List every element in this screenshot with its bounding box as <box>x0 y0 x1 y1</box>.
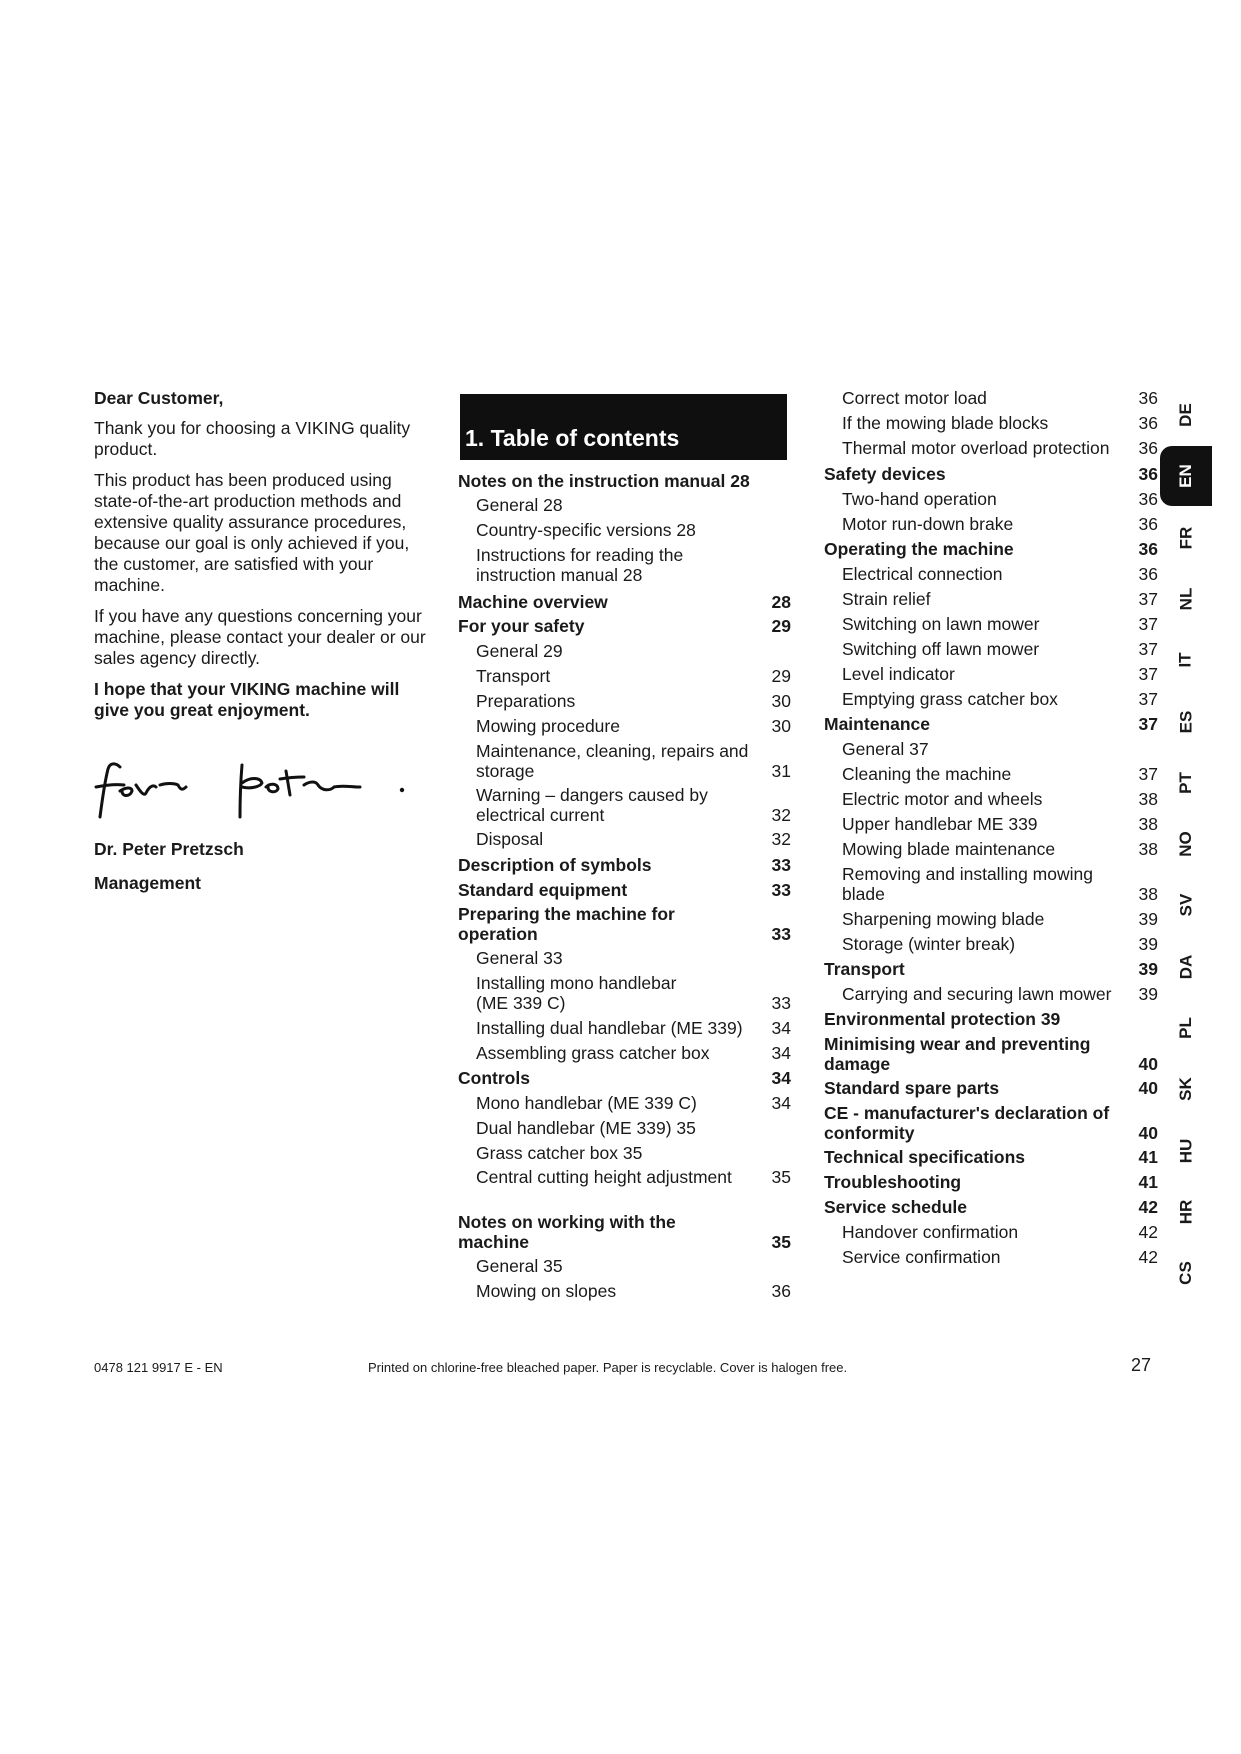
toc-entry-page: 30 <box>771 691 791 711</box>
toc-entry-page: 40 <box>1138 1123 1158 1143</box>
toc-entry-title: Installing mono handlebar (ME 339 C) <box>476 973 677 1013</box>
toc-entry-title: Notes on working with the machine <box>458 1212 676 1252</box>
signatory-name: Dr. Peter Pretzsch <box>94 839 244 859</box>
toc-entry-page: 40 <box>1138 1078 1158 1098</box>
toc-entry-title: Controls <box>458 1068 530 1088</box>
toc-entry <box>458 716 791 736</box>
toc-entry <box>458 1068 791 1088</box>
toc-entry <box>458 1212 791 1252</box>
toc-entry-title: Transport <box>476 666 551 686</box>
toc-entry <box>824 464 1158 484</box>
toc-entry-page: 29 <box>771 666 791 686</box>
language-tab-fr <box>1160 508 1212 568</box>
toc-entry-page: 40 <box>1138 1054 1158 1074</box>
toc-entry-title: Dual handlebar (ME 339) 35 <box>476 1118 696 1138</box>
toc-entry <box>458 545 791 585</box>
toc-entry-page: 34 <box>771 1093 791 1113</box>
toc-entry-title: Assembling grass catcher box <box>476 1043 710 1063</box>
toc-entry <box>458 495 791 515</box>
toc-entry <box>824 714 1158 734</box>
toc-entry-title: Level indicator <box>842 664 955 684</box>
toc-entry-title: Motor run-down brake <box>842 514 1014 534</box>
toc-entry-title: Carrying and securing lawn mower <box>842 984 1112 1004</box>
toc-entry-title: Removing and installing mowing blade <box>842 864 1093 904</box>
toc-entry-title: Operating the machine <box>824 539 1014 559</box>
toc-entry <box>824 1172 1158 1192</box>
toc-entry-page: 37 <box>1138 714 1158 734</box>
language-tab-label: NL <box>1175 587 1195 611</box>
toc-entry-page: 39 <box>1138 959 1158 979</box>
toc-entry <box>458 1143 791 1163</box>
paper-note: Printed on chlorine-free bleached paper. Paper is recyclable. Cover is halogen free. <box>368 1360 848 1375</box>
toc-entry-page: 36 <box>1138 489 1158 509</box>
language-tab-sv <box>1160 875 1212 935</box>
language-tab-hr <box>1160 1182 1212 1242</box>
toc-entry-page: 34 <box>771 1068 791 1088</box>
toc-entry-page: 36 <box>1138 539 1158 559</box>
toc-entry-title: Electrical connection <box>842 564 1003 584</box>
toc-entry-page: 38 <box>1138 789 1158 809</box>
toc-entry <box>824 388 1158 408</box>
toc-entry-title: Maintenance, cleaning, repairs and storage <box>476 741 749 781</box>
toc-entry-page: 39 <box>1138 984 1158 1004</box>
toc-entry-page: 35 <box>771 1167 791 1187</box>
toc-entry <box>824 984 1158 1004</box>
language-tab-label: CS <box>1176 1261 1195 1285</box>
toc-entry <box>824 413 1158 433</box>
toc-entry-title: Instructions for reading the instruction manual 28 <box>476 545 684 585</box>
toc-entry-title: Emptying grass catcher box <box>842 689 1058 709</box>
language-tab-label: EN <box>1176 464 1195 489</box>
toc-entry-page: 36 <box>1138 464 1158 484</box>
toc-entry-page: 33 <box>771 924 791 944</box>
toc-entry-title: If the mowing blade blocks <box>842 413 1049 433</box>
toc-entry-page: 38 <box>1138 814 1158 834</box>
toc-entry <box>824 564 1158 584</box>
toc-entry-title: Mono handlebar (ME 339 C) <box>476 1093 697 1113</box>
toc-entry-page: 42 <box>1138 1247 1158 1267</box>
toc-entry <box>458 1093 791 1113</box>
toc-entry-page: 34 <box>771 1018 791 1038</box>
toc-entry-title: General 37 <box>842 739 929 759</box>
toc-entry-page: 37 <box>1138 589 1158 609</box>
language-tab-en <box>1160 446 1212 506</box>
language-tab-label: SV <box>1176 894 1195 917</box>
toc-entry-title: General 28 <box>476 495 563 515</box>
toc-entry-page: 32 <box>771 805 791 825</box>
toc-entry-title: General 33 <box>476 948 563 968</box>
letter-paragraph-1: Thank you for choosing a VIKING quality product. <box>94 418 411 459</box>
toc-entry <box>824 739 1158 759</box>
toc-entry-title: Central cutting height adjustment <box>476 1167 732 1187</box>
toc-heading: 1. Table of contents <box>460 394 787 460</box>
toc-entry-title: Description of symbols <box>458 855 652 875</box>
toc-entry <box>458 904 791 944</box>
document-number: 0478 121 9917 E - EN <box>94 1360 223 1375</box>
toc-entry-title: Machine overview <box>458 592 608 612</box>
toc-entry <box>824 1197 1158 1217</box>
language-tab-de <box>1160 385 1212 445</box>
language-tab-pt <box>1160 753 1212 813</box>
language-tab-pl <box>1160 998 1212 1058</box>
toc-entry <box>824 689 1158 709</box>
toc-entry-page: 39 <box>1138 934 1158 954</box>
language-tab-label: DA <box>1176 954 1195 979</box>
toc-entry-title: Strain relief <box>842 589 931 609</box>
toc-entry-title: Mowing procedure <box>476 716 620 736</box>
toc-entry <box>458 666 791 686</box>
toc-entry <box>458 855 791 875</box>
toc-entry-title: Switching off lawn mower <box>842 639 1040 659</box>
toc-entry-title: Technical specifications <box>824 1147 1025 1167</box>
toc-entry <box>824 814 1158 834</box>
toc-entry-title: Maintenance <box>824 714 930 734</box>
toc-entry-page: 36 <box>1138 413 1158 433</box>
toc-entry-page: 37 <box>1138 664 1158 684</box>
language-tab-it <box>1160 630 1212 690</box>
toc-entry <box>824 489 1158 509</box>
toc-entry-page: 37 <box>1138 689 1158 709</box>
toc-entry-page: 28 <box>771 592 791 612</box>
toc-entry-title: Thermal motor overload protection <box>842 438 1110 458</box>
toc-entry-title: General 35 <box>476 1256 563 1276</box>
toc-entry <box>458 471 791 491</box>
toc-entry-page: 42 <box>1138 1222 1158 1242</box>
toc-entry <box>824 1009 1158 1029</box>
toc-entry-title: Switching on lawn mower <box>842 614 1040 634</box>
toc-entry <box>458 1018 791 1038</box>
toc-entry-title: Safety devices <box>824 464 946 484</box>
toc-entry <box>458 973 791 1013</box>
language-tab-no <box>1160 814 1212 874</box>
toc-entry <box>824 1147 1158 1167</box>
toc-entry <box>824 664 1158 684</box>
customer-letter <box>94 388 429 904</box>
toc-entry <box>458 829 791 849</box>
toc-entry-title: Notes on the instruction manual 28 <box>458 471 750 491</box>
toc-entry-page: 30 <box>771 716 791 736</box>
toc-entry <box>824 789 1158 809</box>
toc-entry-page: 36 <box>771 1281 791 1301</box>
toc-entry-page: 42 <box>1138 1197 1158 1217</box>
toc-entry <box>824 539 1158 559</box>
toc-entry <box>824 514 1158 534</box>
toc-entry-title: Cleaning the machine <box>842 764 1012 784</box>
language-tab-nl <box>1160 569 1212 629</box>
toc-entry <box>824 839 1158 859</box>
toc-entry-page: 31 <box>771 761 791 781</box>
toc-entry <box>824 1103 1158 1143</box>
language-tab-es <box>1160 692 1212 752</box>
toc-entry-title: Disposal <box>476 829 544 849</box>
toc-entry-page: 37 <box>1138 764 1158 784</box>
toc-entry <box>824 438 1158 458</box>
language-tab-label: DE <box>1176 403 1195 427</box>
toc-entry-title: Grass catcher box 35 <box>476 1143 643 1163</box>
toc-entry-page: 35 <box>771 1232 791 1252</box>
toc-entry <box>824 934 1158 954</box>
toc-entry-page: 41 <box>1138 1147 1158 1167</box>
toc-entry <box>458 948 791 968</box>
toc-entry-title: Troubleshooting <box>824 1172 962 1192</box>
toc-entry-title: Electric motor and wheels <box>842 789 1043 809</box>
toc-entry-title: Handover confirmation <box>842 1222 1019 1242</box>
language-tab-label: PL <box>1175 1017 1195 1039</box>
toc-entry-title: Standard equipment <box>458 880 628 900</box>
toc-entry-title: Two-hand operation <box>842 489 997 509</box>
language-tab-label: FR <box>1175 526 1195 549</box>
toc-entry-title: Environmental protection 39 <box>824 1009 1061 1029</box>
toc-entry-page: 33 <box>771 855 791 875</box>
language-tab-label: NO <box>1176 831 1195 857</box>
language-tab-label: PT <box>1175 771 1195 794</box>
language-tab-label: SK <box>1176 1077 1195 1102</box>
toc-entry-title: Service schedule <box>824 1197 967 1217</box>
toc-entry-title: Mowing blade maintenance <box>842 839 1056 859</box>
toc-entry-title: For your safety <box>458 616 585 636</box>
toc-entry-page: 39 <box>1138 909 1158 929</box>
toc-entry <box>458 592 791 612</box>
toc-entry <box>458 880 791 900</box>
toc-entry-page: 33 <box>771 880 791 900</box>
toc-entry <box>458 616 791 636</box>
toc-entry-page: 34 <box>771 1043 791 1063</box>
toc-entry-page: 38 <box>1138 839 1158 859</box>
toc-entry <box>458 1256 791 1276</box>
letter-paragraph-2: This product has been produced using state-of-the-art production methods and extensive quality assurance procedures, because our goal is only achieved if you, the customer, are satisfied with your machine. <box>94 470 410 595</box>
language-tab-label: IT <box>1175 652 1195 668</box>
toc-entry-page: 41 <box>1138 1172 1158 1192</box>
toc-entry-title: Mowing on slopes <box>476 1281 617 1301</box>
toc-entry-page: 36 <box>1138 388 1158 408</box>
toc-entry-title: General 29 <box>476 641 563 661</box>
language-tab-hu <box>1160 1121 1212 1181</box>
language-tab-label: ES <box>1176 710 1195 733</box>
toc-entry-page: 33 <box>771 993 791 1013</box>
toc-entry <box>824 614 1158 634</box>
toc-entry-title: Transport <box>824 959 905 979</box>
toc-entry-page: 38 <box>1138 884 1158 904</box>
toc-entry <box>824 909 1158 929</box>
toc-entry-title: Upper handlebar ME 339 <box>842 814 1038 834</box>
language-tab-sk <box>1160 1059 1212 1119</box>
toc-entry-page: 37 <box>1138 614 1158 634</box>
toc-entry-page: 36 <box>1138 514 1158 534</box>
toc-entry <box>458 520 791 540</box>
toc-entry-title: Country-specific versions 28 <box>476 520 696 540</box>
language-tab-label: HR <box>1176 1199 1195 1225</box>
toc-entry <box>824 1247 1158 1267</box>
letter-closing: I hope that your VIKING machine will give you great enjoyment. <box>94 679 400 720</box>
toc-entry-title: Installing dual handlebar (ME 339) <box>476 1018 743 1038</box>
toc-entry-title: Sharpening mowing blade <box>842 909 1045 929</box>
toc-entry-page: 36 <box>1138 564 1158 584</box>
language-tab-da <box>1160 937 1212 997</box>
toc-entry <box>458 691 791 711</box>
toc-entry-page: 37 <box>1138 639 1158 659</box>
toc-entry-title: Minimising wear and preventing damage <box>824 1034 1091 1074</box>
toc-entry <box>824 1034 1158 1074</box>
signatory-role: Management <box>94 873 201 893</box>
toc-entry <box>824 864 1158 904</box>
toc-entry <box>458 1118 791 1138</box>
toc-entry <box>458 785 791 825</box>
toc-entry-title: Preparing the machine for operation <box>458 904 675 944</box>
letter-greeting: Dear Customer, <box>94 388 224 408</box>
language-tab-label: HU <box>1176 1138 1195 1163</box>
toc-entry <box>824 1222 1158 1242</box>
toc-entry-title: Service confirmation <box>842 1247 1001 1267</box>
handwritten-signature <box>90 757 420 827</box>
toc-entry <box>458 1043 791 1063</box>
letter-paragraph-3: If you have any questions concerning your machine, please contact your dealer or our sales agency directly. <box>94 606 426 668</box>
toc-entry-page: 36 <box>1138 438 1158 458</box>
toc-entry <box>458 1167 791 1187</box>
toc-entry <box>458 1281 791 1301</box>
toc-entry <box>824 959 1158 979</box>
toc-entry-title: Warning – dangers caused by electrical current <box>476 785 708 825</box>
toc-entry-title: CE - manufacturer's declaration of conformity <box>824 1103 1110 1143</box>
toc-entry <box>824 764 1158 784</box>
toc-entry <box>824 1078 1158 1098</box>
toc-entry-page: 32 <box>771 829 791 849</box>
toc-entry-title: Storage (winter break) <box>842 934 1016 954</box>
language-tab-cs <box>1160 1243 1212 1303</box>
toc-entry <box>824 589 1158 609</box>
toc-entry-title: Preparations <box>476 691 576 711</box>
toc-entry <box>458 641 791 661</box>
toc-entry-title: Standard spare parts <box>824 1078 1000 1098</box>
page-number: 27 <box>1131 1355 1152 1375</box>
toc-entry <box>458 741 791 781</box>
toc-entry <box>824 639 1158 659</box>
toc-entry-page: 29 <box>771 616 791 636</box>
toc-entry-title: Correct motor load <box>842 388 987 408</box>
